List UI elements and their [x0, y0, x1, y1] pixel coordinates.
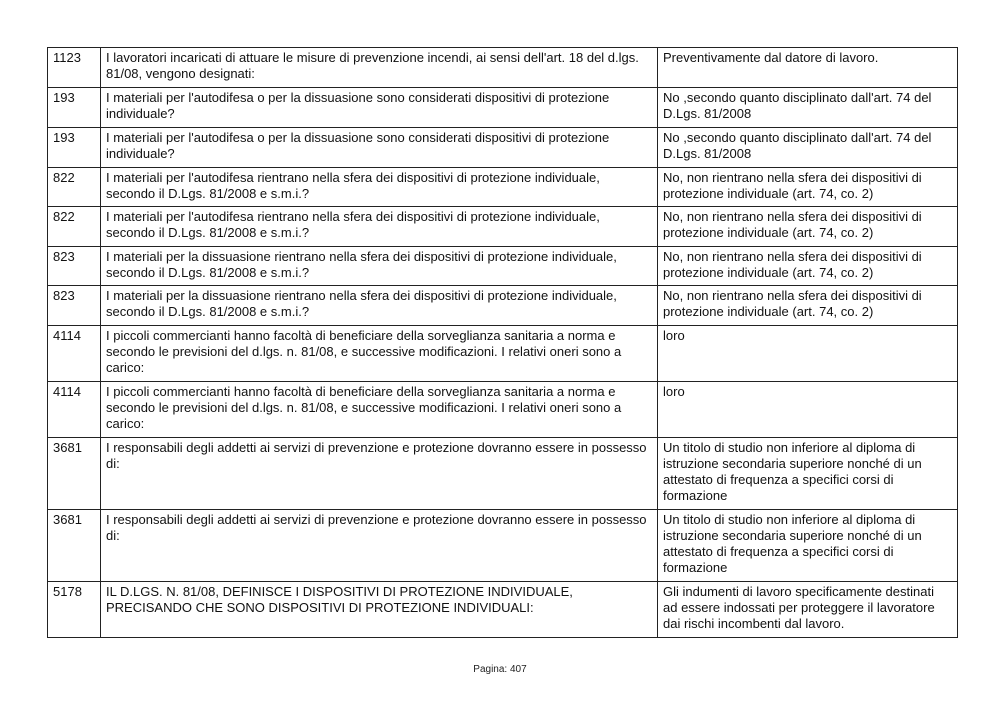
answer-text: loro: [658, 326, 958, 382]
question-id: 4114: [48, 382, 101, 438]
question-text: IL D.LGS. N. 81/08, DEFINISCE I DISPOSITIVI DI PROTEZIONE INDIVIDUALE, PRECISANDO CHE SONO DISPOSITIVI DI PROTEZIONE INDIVIDUALI:: [101, 582, 658, 638]
question-text: I responsabili degli addetti ai servizi di prevenzione e protezione dovranno essere in possesso di:: [101, 510, 658, 582]
answer-text: No, non rientrano nella sfera dei dispositivi di protezione individuale (art. 74, co. 2): [658, 247, 958, 286]
page-number: Pagina: 407: [473, 664, 527, 675]
question-text: I materiali per la dissuasione rientrano nella sfera dei dispositivi di protezione individuale, secondo il D.Lgs. 81/2008 e s.m.i.?: [101, 286, 658, 326]
table-row: [48, 207, 958, 247]
table-row: [48, 247, 958, 286]
question-id: 5178: [48, 582, 101, 638]
question-id: 822: [48, 168, 101, 207]
answer-text: loro: [658, 382, 958, 438]
answer-text: Un titolo di studio non inferiore al diploma di istruzione secondaria superiore nonché di un attestato di frequenza a specifici corsi di formazione: [658, 438, 958, 510]
question-id: 193: [48, 88, 101, 128]
question-text: I materiali per la dissuasione rientrano nella sfera dei dispositivi di protezione individuale, secondo il D.Lgs. 81/2008 e s.m.i.?: [101, 247, 658, 286]
table-row: [48, 88, 958, 128]
qa-table: [47, 47, 958, 638]
question-id: 823: [48, 247, 101, 286]
table-row: [48, 326, 958, 382]
question-text: I materiali per l'autodifesa o per la dissuasione sono considerati dispositivi di protezione individuale?: [101, 128, 658, 168]
question-id: 193: [48, 128, 101, 168]
table-row: [48, 128, 958, 168]
answer-text: Gli indumenti di lavoro specificamente destinati ad essere indossati per proteggere il lavoratore dai rischi incombenti dal lavoro.: [658, 582, 958, 638]
table-row: [48, 168, 958, 207]
question-text: I lavoratori incaricati di attuare le misure di prevenzione incendi, ai sensi dell'art. 18 del d.lgs. 81/08, vengono designati:: [101, 48, 658, 88]
table-row: [48, 582, 958, 638]
question-text: I materiali per l'autodifesa o per la dissuasione sono considerati dispositivi di protezione individuale?: [101, 88, 658, 128]
qa-table-body: [48, 48, 958, 638]
table-row: [48, 382, 958, 438]
table-row: [48, 438, 958, 510]
question-id: 3681: [48, 438, 101, 510]
table-row: [48, 48, 958, 88]
question-id: 4114: [48, 326, 101, 382]
question-id: 823: [48, 286, 101, 326]
answer-text: Un titolo di studio non inferiore al diploma di istruzione secondaria superiore nonché di un attestato di frequenza a specifici corsi di formazione: [658, 510, 958, 582]
table-row: [48, 510, 958, 582]
answer-text: No ,secondo quanto disciplinato dall'art. 74 del D.Lgs. 81/2008: [658, 88, 958, 128]
question-text: I piccoli commercianti hanno facoltà di beneficiare della sorveglianza sanitaria a norma e secondo le previsioni del d.lgs. n. 81/08, e successive modificazioni. I relativi oneri sono a carico:: [101, 326, 658, 382]
table-row: [48, 286, 958, 326]
question-id: 1123: [48, 48, 101, 88]
answer-text: No, non rientrano nella sfera dei dispositivi di protezione individuale (art. 74, co. 2): [658, 207, 958, 247]
answer-text: Preventivamente dal datore di lavoro.: [658, 48, 958, 88]
answer-text: No, non rientrano nella sfera dei dispositivi di protezione individuale (art. 74, co. 2): [658, 168, 958, 207]
question-text: I materiali per l'autodifesa rientrano nella sfera dei dispositivi di protezione individuale, secondo il D.Lgs. 81/2008 e s.m.i.?: [101, 168, 658, 207]
question-text: I piccoli commercianti hanno facoltà di beneficiare della sorveglianza sanitaria a norma e secondo le previsioni del d.lgs. n. 81/08, e successive modificazioni. I relativi oneri sono a carico:: [101, 382, 658, 438]
answer-text: No ,secondo quanto disciplinato dall'art. 74 del D.Lgs. 81/2008: [658, 128, 958, 168]
question-id: 3681: [48, 510, 101, 582]
question-text: I responsabili degli addetti ai servizi di prevenzione e protezione dovranno essere in possesso di:: [101, 438, 658, 510]
question-id: 822: [48, 207, 101, 247]
answer-text: No, non rientrano nella sfera dei dispositivi di protezione individuale (art. 74, co. 2): [658, 286, 958, 326]
question-text: I materiali per l'autodifesa rientrano nella sfera dei dispositivi di protezione individuale, secondo il D.Lgs. 81/2008 e s.m.i.?: [101, 207, 658, 247]
